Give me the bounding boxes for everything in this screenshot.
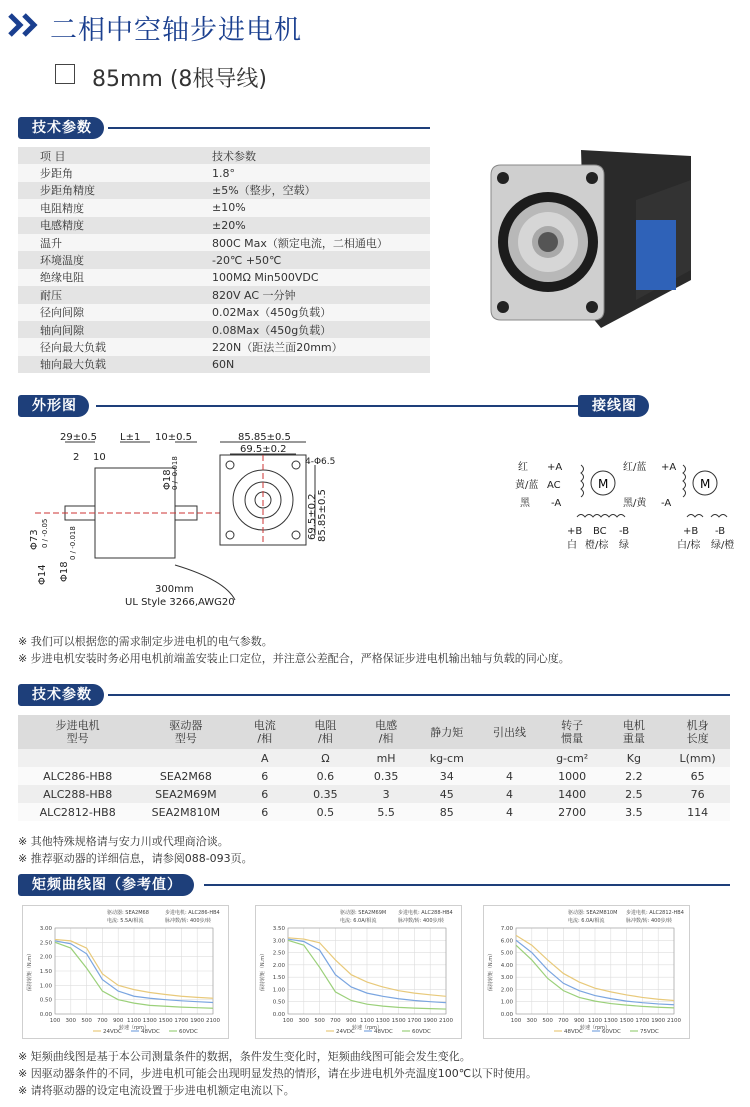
y-axis-label: 保持转矩（N.m） (260, 950, 266, 992)
svg-text:-A: -A (551, 498, 562, 509)
y-tick-label: 3.00 (39, 926, 52, 932)
param-name: 轴向间隙 (18, 321, 190, 338)
x-tick-label: 2100 (667, 1018, 681, 1024)
spec-header-cell: 机身 长度 (665, 715, 730, 749)
dim-v695: 69.5±0.2 (307, 493, 318, 540)
spec-cell: 3.5 (602, 803, 665, 821)
spec-cell: 4 (477, 803, 542, 821)
params-row (18, 251, 430, 268)
torque-chart-3 (483, 905, 690, 1039)
section-title: 矩频曲线图（参考值） (18, 874, 194, 896)
param-value: 技术参数 (190, 147, 430, 164)
param-name: 耐压 (18, 286, 190, 303)
x-tick-label: 1300 (603, 1018, 618, 1024)
x-axis-label: 转速（rpm） (118, 1025, 150, 1031)
svg-text:AC: AC (547, 480, 561, 491)
x-tick-label: 300 (526, 1018, 538, 1024)
spec-cell: ALC288-HB8 (18, 785, 137, 803)
param-value: 220N（距法兰面20mm） (190, 338, 430, 355)
y-tick-label: 2.50 (39, 940, 52, 947)
y-tick-label: 2.00 (39, 954, 52, 961)
dim-2: 2 (73, 452, 80, 463)
y-tick-label: 2.50 (272, 950, 285, 957)
params-row (18, 304, 430, 321)
legend-label: 60VDC (602, 1029, 621, 1035)
x-tick-label: 2100 (439, 1018, 453, 1024)
param-name: 项 目 (18, 147, 190, 164)
cable-spec: UL Style 3266,AWG20 (125, 597, 235, 608)
y-tick-label: 7.00 (500, 926, 513, 932)
spec-cell: 1000 (542, 767, 603, 785)
svg-text:黑: 黑 (520, 498, 530, 509)
params-row (18, 286, 430, 303)
param-value: ±20% (190, 217, 430, 234)
legend-label: 48VDC (564, 1029, 583, 1035)
spec-cell (18, 749, 137, 767)
spec-cell: mH (356, 749, 417, 767)
param-value: 60N (190, 356, 430, 373)
legend-label: 60VDC (179, 1029, 198, 1035)
svg-text:M: M (598, 477, 609, 491)
x-tick-label: 1300 (142, 1018, 157, 1024)
param-name: 电感精度 (18, 217, 190, 234)
y-tick-label: 5.00 (500, 950, 513, 957)
dim-73: Φ73 (29, 529, 40, 550)
spec-cell: Kg (602, 749, 665, 767)
param-value: 100MΩ Min500VDC (190, 269, 430, 286)
spec-cell: 6 (234, 785, 295, 803)
spec-header-cell: 静力矩 (416, 715, 477, 749)
section-header-wiring (578, 395, 730, 417)
y-tick-label: 0.00 (39, 1012, 52, 1018)
x-tick-label: 1100 (588, 1018, 602, 1024)
svg-text:绿: 绿 (619, 540, 629, 551)
params-row (18, 321, 430, 338)
params-row (18, 164, 430, 181)
y-tick-label: 0.50 (272, 999, 285, 1006)
x-tick-label: 500 (314, 1018, 325, 1024)
legend-label: 48VDC (141, 1029, 160, 1035)
x-axis-label: 转速（rpm） (579, 1025, 611, 1031)
param-name: 轴向最大负载 (18, 356, 190, 373)
params-row (18, 338, 430, 355)
section-title: 接线图 (578, 395, 649, 417)
outline-drawing (25, 430, 336, 610)
chart-header-label: 电流: 6.0A/相流 (340, 918, 377, 924)
spec-cell: 6 (234, 767, 295, 785)
dim-10a: 10±0.5 (155, 432, 193, 443)
spec-units-row (18, 749, 730, 767)
note-chart-conditions: ※ 矩频曲线图是基于本公司测量条件的数据，条件发生变化时，矩频曲线图可能会发生变化。 (18, 1050, 471, 1063)
spec-cell: L(mm) (665, 749, 730, 767)
svg-text:橙/棕: 橙/棕 (585, 540, 609, 551)
chart-header-label: 步进电机: ALC2812-HB4 (626, 910, 684, 916)
param-value: ±5%（整步，空载） (190, 182, 430, 199)
spec-cell: 2700 (542, 803, 603, 821)
spec-cell: kg-cm (416, 749, 477, 767)
x-tick-label: 1500 (391, 1018, 406, 1024)
param-value: ±10% (190, 199, 430, 216)
chart-header-label: 驱动器: SEA2M69M (340, 910, 387, 916)
svg-text:黄/蓝: 黄/蓝 (515, 480, 539, 491)
spec-cell: 3 (356, 785, 417, 803)
svg-text:黑/黄: 黑/黄 (623, 498, 647, 509)
spec-header-cell: 电流 /相 (234, 715, 295, 749)
section-header-tech-params (18, 117, 430, 139)
params-row (18, 217, 430, 234)
x-tick-label: 1900 (190, 1018, 205, 1024)
svg-text:+B: +B (683, 526, 699, 537)
x-tick-label: 300 (65, 1018, 77, 1024)
x-tick-label: 500 (542, 1018, 553, 1024)
x-tick-label: 100 (510, 1018, 522, 1024)
chart-header-label: 电流: 5.5A/相流 (107, 918, 144, 924)
x-tick-label: 700 (97, 1018, 108, 1024)
cable-length: 300mm (155, 584, 194, 595)
dim-holes: 4-Φ6.5 (305, 457, 336, 467)
spec-cell: A (234, 749, 295, 767)
params-row (18, 182, 430, 199)
param-value: 820V AC 一分钟 (190, 286, 430, 303)
spec-header-cell: 驱动器 型号 (137, 715, 234, 749)
spec-cell: ALC286-HB8 (18, 767, 137, 785)
params-row (18, 356, 430, 373)
param-value: 0.08Max（450g负载） (190, 321, 430, 338)
y-tick-label: 0.00 (272, 1012, 285, 1018)
svg-text:白: 白 (567, 540, 577, 551)
dim-l: L±1 (120, 432, 141, 443)
y-axis-label: 保持转矩（N.m） (488, 950, 494, 992)
spec-cell: 1400 (542, 785, 603, 803)
dim-18-tol: 0 / -0.018 (171, 456, 179, 490)
spec-cell: g-cm² (542, 749, 603, 767)
svg-text:-B: -B (619, 526, 630, 537)
y-tick-label: 2.00 (272, 962, 285, 969)
svg-text:-A: -A (661, 498, 672, 509)
param-name: 绝缘电阻 (18, 269, 190, 286)
dim-10b: 10 (93, 452, 106, 463)
x-tick-label: 900 (345, 1018, 357, 1024)
spec-cell (477, 749, 542, 767)
y-tick-label: 1.50 (39, 969, 52, 975)
chart-header-label: 脉冲数/转: 400步/转 (626, 918, 673, 924)
section-title: 外形图 (18, 395, 89, 417)
note-heating: ※ 因驱动器条件的不同，步进电机可能会出现明显发热的情形，请在步进电机外壳温度100℃以下时使用。 (18, 1067, 538, 1080)
legend-label: 75VDC (640, 1029, 659, 1035)
chart-header-label: 电流: 6.0A/相流 (568, 918, 605, 924)
x-tick-label: 900 (573, 1018, 585, 1024)
chart-header-label: 驱动器: SEA2M68 (107, 910, 149, 916)
dim-695: 69.5±0.2 (240, 444, 287, 455)
y-tick-label: 1.00 (272, 987, 285, 994)
spec-cell: 2.5 (602, 785, 665, 803)
legend-label: 48VDC (374, 1029, 393, 1035)
dim-18b: Φ18 (59, 561, 70, 582)
spec-cell: Ω (295, 749, 356, 767)
svg-text:红/蓝: 红/蓝 (623, 462, 647, 473)
svg-text:红: 红 (518, 462, 528, 473)
spec-cell: 0.5 (295, 803, 356, 821)
spec-row (18, 767, 730, 785)
x-tick-label: 1700 (174, 1018, 189, 1024)
x-tick-label: 1300 (375, 1018, 390, 1024)
section-header-torque (18, 874, 730, 896)
note-installation: ※ 步进电机安装时务必用电机前端盖安装止口定位，并注意公差配合，严格保证步进电机输出轴与负载的同心度。 (18, 652, 570, 665)
param-name: 环境温度 (18, 251, 190, 268)
section-header-spec (18, 684, 730, 706)
note-current-setting: ※ 请将驱动器的设定电流设置于步进电机额定电流以下。 (18, 1084, 295, 1097)
spec-header-cell: 引出线 (477, 715, 542, 749)
param-name: 步距角精度 (18, 182, 190, 199)
y-tick-label: 1.50 (272, 975, 285, 982)
spec-header-cell: 电阻 /相 (295, 715, 356, 749)
spec-header-cell: 转子 惯量 (542, 715, 603, 749)
dim-29: 29±0.5 (60, 432, 98, 443)
x-tick-label: 1900 (423, 1018, 438, 1024)
svg-text:绿/橙: 绿/橙 (711, 540, 735, 551)
spec-header-cell: 步进电机 型号 (18, 715, 137, 749)
section-title: 技术参数 (18, 684, 104, 706)
y-tick-label: 3.50 (272, 926, 285, 932)
svg-text:+A: +A (547, 462, 563, 473)
spec-cell: 2.2 (602, 767, 665, 785)
spec-row (18, 803, 730, 821)
spec-cell: 85 (416, 803, 477, 821)
dim-14: Φ14 (37, 564, 48, 585)
x-tick-label: 1700 (635, 1018, 650, 1024)
chart-header-label: 步进电机: ALC288-HB4 (398, 910, 453, 916)
params-row (18, 199, 430, 216)
spec-cell: 0.35 (356, 767, 417, 785)
checkbox-square-icon (55, 64, 75, 84)
spec-header-cell: 电感 /相 (356, 715, 417, 749)
x-axis-label: 转速（rpm） (351, 1025, 383, 1031)
x-tick-label: 1500 (619, 1018, 634, 1024)
spec-cell: 45 (416, 785, 477, 803)
param-value: 1.8° (190, 164, 430, 181)
x-tick-label: 300 (298, 1018, 310, 1024)
spec-table (18, 715, 730, 821)
spec-cell: SEA2M810M (137, 803, 234, 821)
note-custom-params: ※ 我们可以根据您的需求制定步进电机的电气参数。 (18, 635, 273, 648)
params-row (18, 269, 430, 286)
y-tick-label: 3.00 (500, 975, 513, 982)
y-axis-label: 保持转矩（N.m） (27, 950, 33, 992)
dim-v8585: 85.85±0.5 (317, 489, 328, 542)
param-value: 0.02Max（450g负载） (190, 304, 430, 321)
dim-73-tol: 0 / -0.05 (41, 518, 49, 548)
svg-text:-B: -B (715, 526, 726, 537)
param-name: 径向间隙 (18, 304, 190, 321)
spec-row (18, 785, 730, 803)
spec-cell: SEA2M69M (137, 785, 234, 803)
params-row (18, 234, 430, 251)
section-header-outline (18, 395, 538, 417)
x-tick-label: 1100 (127, 1018, 141, 1024)
spec-cell: 5.5 (356, 803, 417, 821)
svg-text:+A: +A (661, 462, 677, 473)
param-value: 800C Max（额定电流，二相通电） (190, 234, 430, 251)
svg-text:+B: +B (567, 526, 583, 537)
spec-cell: 0.35 (295, 785, 356, 803)
y-tick-label: 1.00 (500, 999, 513, 1006)
y-tick-label: 2.00 (500, 987, 513, 994)
params-table (18, 147, 430, 373)
x-tick-label: 2100 (206, 1018, 220, 1024)
x-tick-label: 900 (112, 1018, 124, 1024)
chart-header-label: 驱动器: SEA2M810M (568, 910, 618, 916)
x-tick-label: 1900 (651, 1018, 666, 1024)
chevron-double-right-icon (6, 12, 46, 38)
param-name: 电阻精度 (18, 199, 190, 216)
spec-cell: 114 (665, 803, 730, 821)
spec-cell: 4 (477, 767, 542, 785)
y-tick-label: 4.00 (500, 962, 513, 969)
params-row (18, 147, 430, 164)
y-tick-label: 6.00 (500, 938, 513, 945)
torque-chart-2 (255, 905, 462, 1039)
torque-chart-1 (22, 905, 229, 1039)
legend-label: 24VDC (103, 1029, 122, 1035)
chart-header-label: 脉冲数/转: 400步/转 (165, 918, 212, 924)
spec-cell (137, 749, 234, 767)
motor-product-image (486, 150, 706, 340)
x-tick-label: 1500 (158, 1018, 173, 1024)
param-name: 温升 (18, 234, 190, 251)
y-tick-label: 0.50 (39, 997, 52, 1004)
chart-header-label: 脉冲数/转: 400步/转 (398, 918, 445, 924)
svg-text:BC: BC (593, 526, 607, 537)
x-tick-label: 700 (330, 1018, 341, 1024)
x-tick-label: 100 (282, 1018, 294, 1024)
spec-cell: SEA2M68 (137, 767, 234, 785)
param-name: 径向最大负载 (18, 338, 190, 355)
wiring-diagram (515, 455, 745, 555)
dim-18: Φ18 (162, 469, 173, 490)
y-tick-label: 1.00 (39, 983, 52, 990)
spec-cell: 65 (665, 767, 730, 785)
spec-cell: 4 (477, 785, 542, 803)
param-name: 步距角 (18, 164, 190, 181)
page-title: 二相中空轴步进电机 (50, 15, 302, 46)
note-special-spec: ※ 其他特殊规格请与安力川或代理商洽谈。 (18, 835, 229, 848)
chart-header-label: 步进电机: ALC286-HB4 (165, 910, 220, 916)
dim-18b-tol: 0 / -0.018 (69, 526, 77, 560)
legend-label: 60VDC (412, 1029, 431, 1035)
x-tick-label: 1100 (360, 1018, 374, 1024)
spec-cell: ALC2812-HB8 (18, 803, 137, 821)
spec-cell: 0.6 (295, 767, 356, 785)
legend-label: 24VDC (336, 1029, 355, 1035)
page-subtitle: 85mm (8根导线) (92, 67, 268, 92)
x-tick-label: 500 (81, 1018, 92, 1024)
x-tick-label: 100 (49, 1018, 61, 1024)
note-driver-ref: ※ 推荐驱动器的详细信息，请参阅088-093页。 (18, 852, 253, 865)
x-tick-label: 1700 (407, 1018, 422, 1024)
param-value: -20℃ +50℃ (190, 251, 430, 268)
spec-cell: 34 (416, 767, 477, 785)
svg-text:白/棕: 白/棕 (677, 540, 701, 551)
x-tick-label: 700 (558, 1018, 569, 1024)
section-title: 技术参数 (18, 117, 104, 139)
dim-8585: 85.85±0.5 (238, 432, 291, 443)
spec-header-cell: 电机 重量 (602, 715, 665, 749)
y-tick-label: 3.00 (272, 938, 285, 945)
svg-text:M: M (700, 477, 711, 491)
spec-cell: 6 (234, 803, 295, 821)
spec-cell: 76 (665, 785, 730, 803)
y-tick-label: 0.00 (500, 1012, 513, 1018)
